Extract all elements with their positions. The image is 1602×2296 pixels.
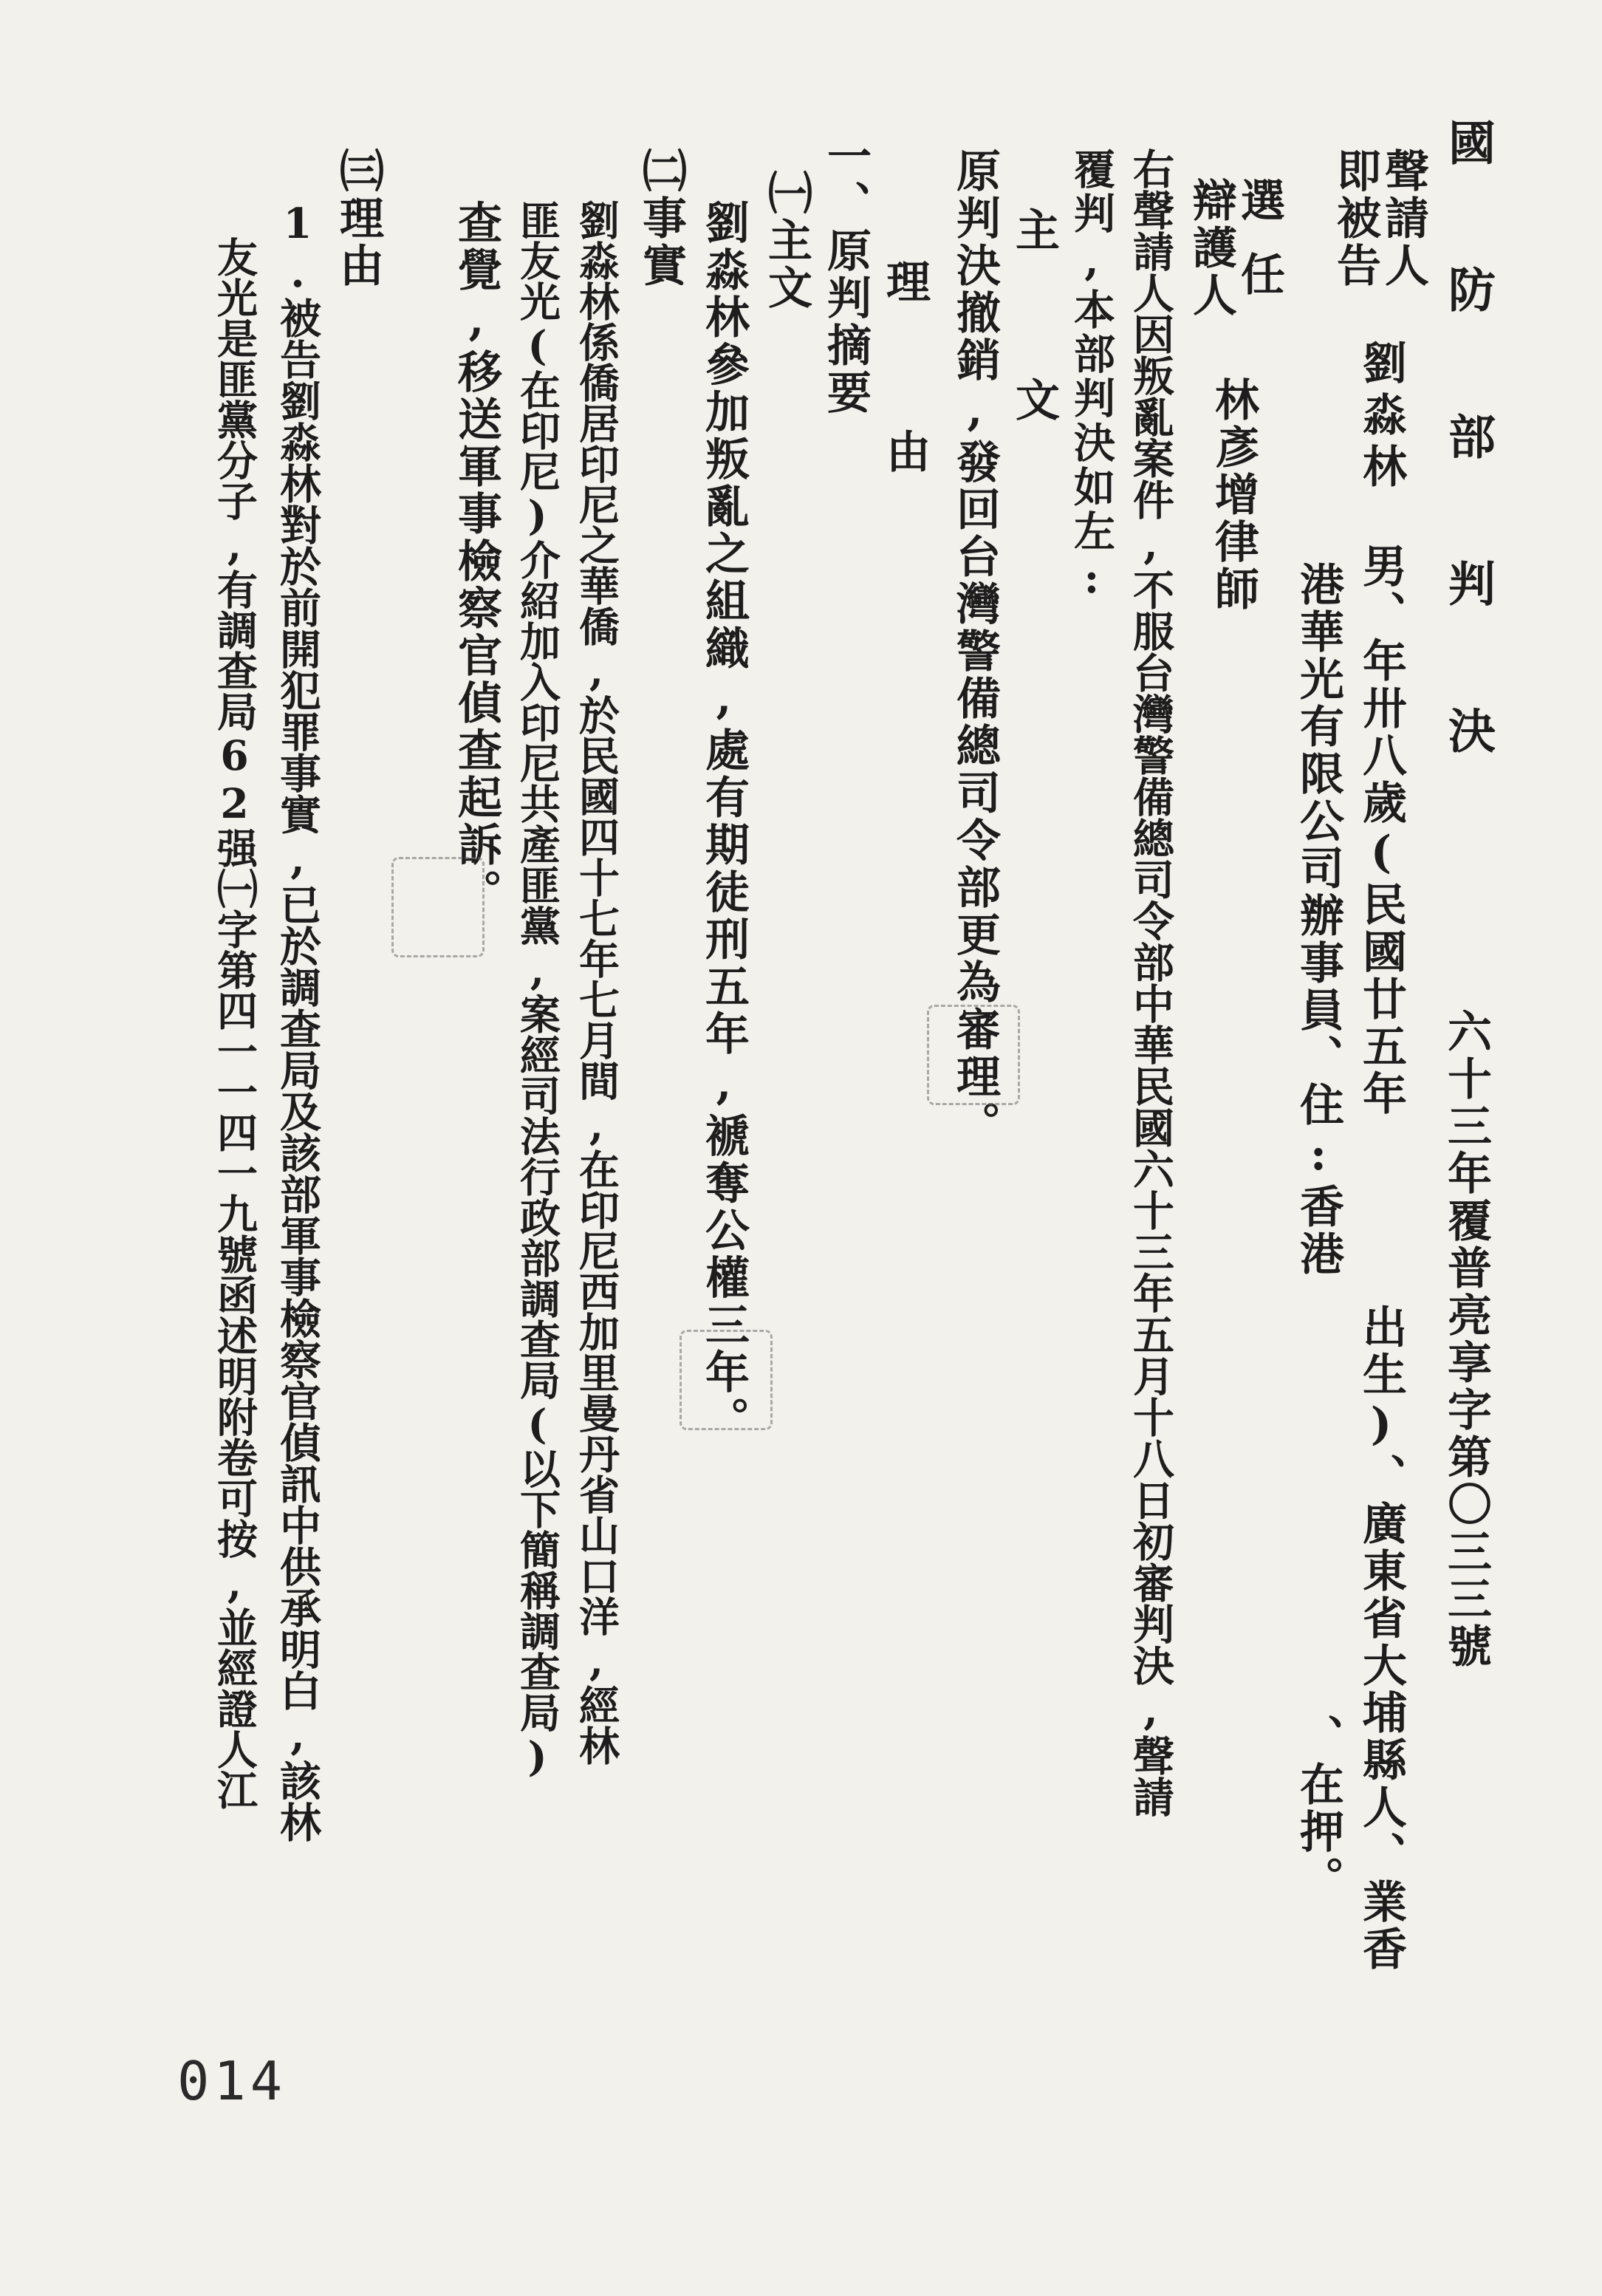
sub-1-text: 劉淼林參加叛亂之組織,處有期徒刑五年,褫奪公權三年。 (698, 199, 750, 1443)
occupation-line: 港華光有限公司辦事員、住:香港 (1293, 561, 1344, 1278)
defendant-info: 男、年卅八歲(民國廿五年 (1355, 543, 1407, 1118)
sub-2-line-1: 劉淼林係僑居印尼之華僑,於民國四十七年七月間,在印尼西加里曼丹省山口洋,經林 (572, 199, 620, 1766)
defendant-info-cont: 出生)、廣東省大埔縣人、業香 (1355, 1304, 1407, 1973)
sub-heading-3: ㈢理由 (332, 148, 384, 290)
label-defender: 辯護人 (1185, 177, 1237, 319)
sub-heading-2: ㈡事實 (635, 148, 687, 290)
custody-status: 、在押。 (1293, 1714, 1344, 1903)
seal-stamp (927, 1005, 1020, 1105)
heading-reason: 理 由 (879, 259, 931, 510)
document-title: 國 防 部 判 決 (1440, 118, 1496, 776)
sub-2-line-3: 查覺,移送軍事檢察官偵查起訴。 (451, 199, 502, 916)
defender-name: 林彥增律師 (1208, 377, 1259, 613)
sub-2-line-2: 匪友光(在印尼)介紹加入印尼共產匪黨,案經司法行政部調查局(以下簡稱調查局) (513, 199, 561, 1780)
main-text: 原判決撤銷,發回台灣警備總司令部更為審理。 (949, 148, 1001, 1148)
heading-main: 主 文 (1008, 207, 1060, 458)
body-line-1: 右聲請人因叛亂案件,不服台灣警備總司令部中華民國六十三年五月十八日初審判決,聲請 (1126, 148, 1175, 1817)
body-line-2: 覆判,本部判決如左: (1067, 148, 1116, 606)
defendant-name: 劉淼林 (1355, 340, 1407, 495)
seal-stamp (680, 1330, 773, 1430)
sub-3-line-2: 友光是匪黨分子,有調查局62强㈠字第四一一四一九號函述明附卷可按,並經證人江 (210, 236, 259, 1810)
page-number: 014 (177, 2050, 287, 2112)
case-number: 六十三年覆普亮享字第〇三三號 (1440, 1008, 1492, 1670)
sub-3-line-1: 1.被告劉淼林對於前開犯罪事實,已於調查局及該部軍事檢察官偵訊中供承明白,該林 (273, 199, 322, 1842)
label-petitioner: 聲請人 (1377, 148, 1429, 290)
label-appointed: 選任 (1233, 177, 1285, 325)
section-1: 一、原判摘要 (820, 133, 872, 417)
label-defendant: 即被告 (1329, 148, 1381, 290)
seal-stamp (391, 857, 485, 957)
sub-heading-1: ㈠主文 (761, 170, 812, 312)
